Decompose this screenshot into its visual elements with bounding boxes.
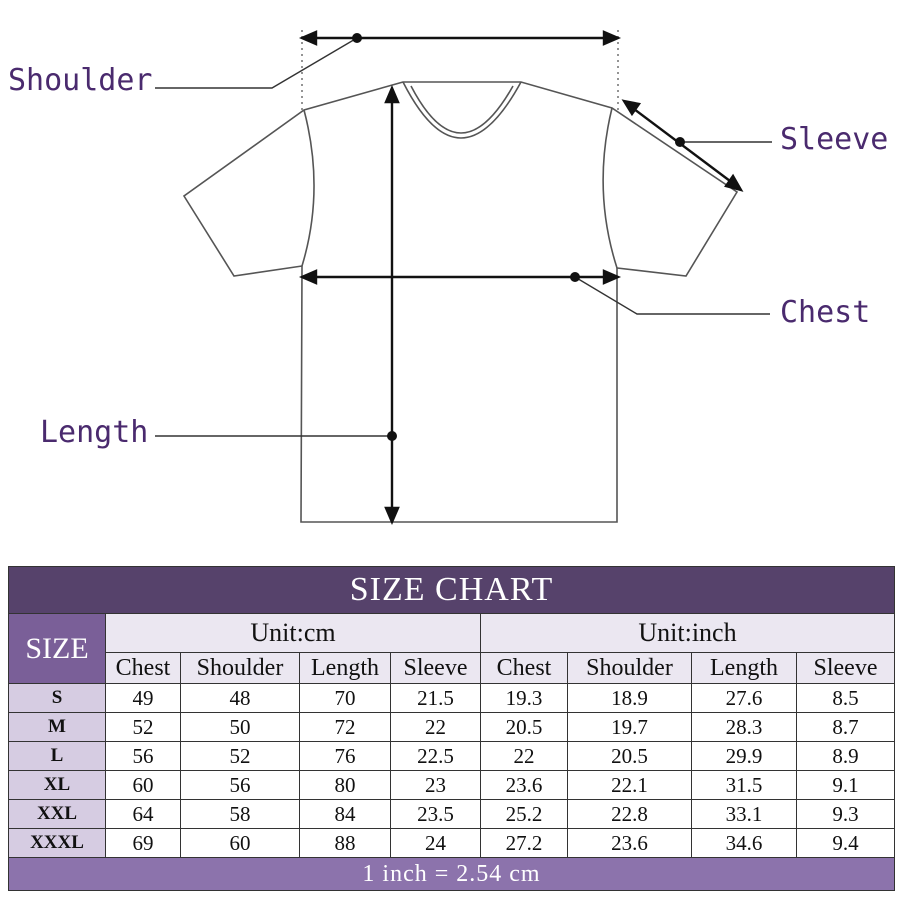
cm-length-value: 84 — [300, 800, 391, 829]
inch-length-value: 33.1 — [692, 800, 797, 829]
cm-chest-value: 56 — [106, 742, 181, 771]
inch-chest-value: 25.2 — [481, 800, 568, 829]
cm-shoulder-value: 56 — [181, 771, 300, 800]
cm-length-value: 72 — [300, 713, 391, 742]
size-chart-title: SIZE CHART — [9, 567, 895, 614]
cm-sleeve-value: 22 — [391, 713, 481, 742]
length-label: Length — [40, 415, 149, 450]
cm-sleeve-value: 21.5 — [391, 684, 481, 713]
table-row — [9, 771, 895, 800]
cm-shoulder-header: Shoulder — [181, 653, 300, 684]
inch-shoulder-value: 19.7 — [568, 713, 692, 742]
inch-sleeve-value: 8.5 — [797, 684, 895, 713]
inch-shoulder-value: 18.9 — [568, 684, 692, 713]
cm-sleeve-value: 23.5 — [391, 800, 481, 829]
table-row — [9, 713, 895, 742]
unit-cm-header: Unit:cm — [106, 614, 481, 653]
inch-chest-value: 27.2 — [481, 829, 568, 858]
cm-sleeve-value: 24 — [391, 829, 481, 858]
size-label: L — [9, 742, 106, 771]
inch-length-header: Length — [692, 653, 797, 684]
size-label: XL — [9, 771, 106, 800]
cm-sleeve-header: Sleeve — [391, 653, 481, 684]
chest-label: Chest — [780, 295, 871, 330]
cm-length-header: Length — [300, 653, 391, 684]
sleeve-label: Sleeve — [780, 122, 889, 157]
inch-shoulder-value: 22.8 — [568, 800, 692, 829]
inch-sleeve-value: 9.3 — [797, 800, 895, 829]
tshirt-outline — [184, 82, 737, 522]
table-row — [9, 829, 895, 858]
inch-chest-value: 22 — [481, 742, 568, 771]
cm-length-value: 88 — [300, 829, 391, 858]
cm-chest-value: 49 — [106, 684, 181, 713]
table-row — [9, 742, 895, 771]
cm-length-value: 80 — [300, 771, 391, 800]
size-column-header: SIZE — [9, 614, 106, 684]
unit-inch-header: Unit:inch — [481, 614, 895, 653]
cm-shoulder-value: 48 — [181, 684, 300, 713]
size-chart-table — [8, 566, 895, 891]
table-row — [9, 684, 895, 713]
cm-shoulder-value: 52 — [181, 742, 300, 771]
cm-chest-value: 64 — [106, 800, 181, 829]
cm-shoulder-value: 60 — [181, 829, 300, 858]
cm-chest-header: Chest — [106, 653, 181, 684]
inch-shoulder-value: 23.6 — [568, 829, 692, 858]
shoulder-label: Shoulder — [8, 63, 153, 98]
size-label: M — [9, 713, 106, 742]
cm-sleeve-value: 23 — [391, 771, 481, 800]
size-label: XXL — [9, 800, 106, 829]
inch-chest-value: 19.3 — [481, 684, 568, 713]
inch-chest-value: 20.5 — [481, 713, 568, 742]
conversion-footnote: 1 inch = 2.54 cm — [9, 858, 895, 891]
cm-chest-value: 52 — [106, 713, 181, 742]
inch-length-value: 29.9 — [692, 742, 797, 771]
inch-sleeve-value: 9.4 — [797, 829, 895, 858]
inch-length-value: 31.5 — [692, 771, 797, 800]
inch-sleeve-value: 8.9 — [797, 742, 895, 771]
inch-length-value: 27.6 — [692, 684, 797, 713]
inch-sleeve-value: 8.7 — [797, 713, 895, 742]
cm-shoulder-value: 50 — [181, 713, 300, 742]
cm-length-value: 70 — [300, 684, 391, 713]
inch-length-value: 34.6 — [692, 829, 797, 858]
table-row — [9, 800, 895, 829]
size-label: S — [9, 684, 106, 713]
inch-sleeve-value: 9.1 — [797, 771, 895, 800]
inch-length-value: 28.3 — [692, 713, 797, 742]
cm-shoulder-value: 58 — [181, 800, 300, 829]
inch-shoulder-value: 20.5 — [568, 742, 692, 771]
cm-chest-value: 60 — [106, 771, 181, 800]
cm-chest-value: 69 — [106, 829, 181, 858]
inch-shoulder-header: Shoulder — [568, 653, 692, 684]
inch-sleeve-header: Sleeve — [797, 653, 895, 684]
inch-shoulder-value: 22.1 — [568, 771, 692, 800]
cm-length-value: 76 — [300, 742, 391, 771]
inch-chest-header: Chest — [481, 653, 568, 684]
size-label: XXXL — [9, 829, 106, 858]
cm-sleeve-value: 22.5 — [391, 742, 481, 771]
inch-chest-value: 23.6 — [481, 771, 568, 800]
